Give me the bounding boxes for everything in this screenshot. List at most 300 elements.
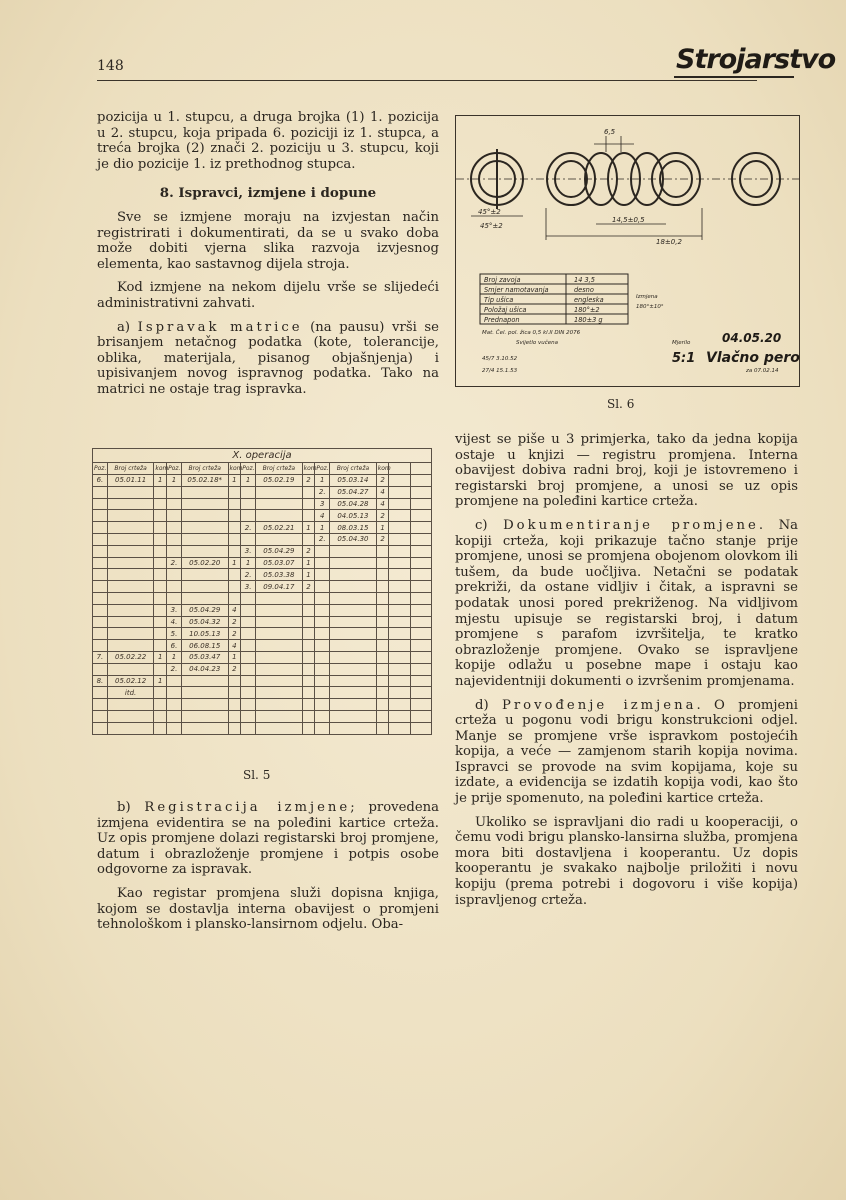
- table-cell: 4: [228, 604, 241, 616]
- table-cell: [241, 710, 256, 722]
- table-cell: [389, 628, 410, 640]
- table-cell: 05.02.18*: [181, 475, 228, 487]
- table-cell: 6.: [93, 475, 108, 487]
- spec-value: engleska: [574, 296, 604, 304]
- figure-5-caption: Sl. 5: [243, 768, 271, 782]
- table-cell: [302, 510, 315, 522]
- table-cell: [302, 663, 315, 675]
- table-cell: [241, 616, 256, 628]
- table-cell: [389, 604, 410, 616]
- col-header-quantity: kom: [228, 463, 241, 475]
- table-cell: [107, 722, 154, 734]
- dim-length: 18±0,2: [656, 238, 682, 246]
- table-cell: [228, 675, 241, 687]
- spec-label: Smjer namotavanja: [484, 286, 549, 294]
- table-cell: 1: [376, 522, 389, 534]
- table-row: [93, 569, 432, 581]
- table-cell: 1: [241, 475, 256, 487]
- table-row: [93, 592, 432, 604]
- table-cell: [389, 498, 410, 510]
- table-cell: [256, 616, 303, 628]
- table-cell: [167, 510, 182, 522]
- col-header-quantity: kom: [154, 463, 167, 475]
- table-cell: [228, 592, 241, 604]
- table-cell: 8.: [93, 675, 108, 687]
- table-cell: [330, 663, 377, 675]
- drawing-scale: 5:1: [672, 351, 696, 366]
- table-cell: [107, 604, 154, 616]
- table-cell: [330, 651, 377, 663]
- table-cell: [93, 498, 108, 510]
- scale-label: Mjerilo: [672, 340, 691, 346]
- table-cell: [154, 628, 167, 640]
- table-cell: [376, 604, 389, 616]
- table-cell: [315, 722, 330, 734]
- table-cell: 05.04.28: [330, 498, 377, 510]
- table-cell: [376, 710, 389, 722]
- table-cell: 4.: [167, 616, 182, 628]
- col-header-empty: [410, 463, 431, 475]
- table-cell: [410, 486, 431, 498]
- table-cell: [315, 581, 330, 593]
- table-cell: [410, 651, 431, 663]
- table-cell: [376, 699, 389, 711]
- table-cell: 1: [154, 675, 167, 687]
- table-cell: [410, 581, 431, 593]
- left-column-bottom: [97, 800, 439, 941]
- table-cell: 4: [228, 640, 241, 652]
- table-cell: [107, 616, 154, 628]
- table-cell: [330, 569, 377, 581]
- table-cell: 05.04.32: [181, 616, 228, 628]
- col-header-drawing: Broj crteža: [330, 463, 377, 475]
- table-cell: [410, 722, 431, 734]
- table-cell: [228, 533, 241, 545]
- table-cell: [228, 581, 241, 593]
- term-documenting: Dokumentiranje promjene: [503, 517, 759, 533]
- table-cell: [154, 545, 167, 557]
- table-cell: [181, 722, 228, 734]
- table-cell: [410, 475, 431, 487]
- table-row: [93, 616, 432, 628]
- table-cell: [241, 699, 256, 711]
- table-cell: [241, 604, 256, 616]
- table-cell: [228, 510, 241, 522]
- table-cell: 1: [315, 522, 330, 534]
- table-cell: 1: [228, 557, 241, 569]
- table-cell: [389, 569, 410, 581]
- table-cell: 4: [315, 510, 330, 522]
- table-cell: [315, 628, 330, 640]
- table-cell: [107, 628, 154, 640]
- table-cell: 1: [228, 475, 241, 487]
- table-cell: [241, 651, 256, 663]
- table-cell: [302, 687, 315, 699]
- table-cell: [410, 510, 431, 522]
- col-header-empty: [389, 463, 410, 475]
- table-cell: 05.04.29: [256, 545, 303, 557]
- table-cell: 1: [154, 475, 167, 487]
- col-header-quantity: kom: [302, 463, 315, 475]
- table-cell: [93, 687, 108, 699]
- table-cell: [107, 522, 154, 534]
- revision-mark-label: Izmjena: [636, 294, 658, 300]
- term-implementing: Provođenje izmjena: [501, 697, 697, 713]
- table-cell: [315, 651, 330, 663]
- table-cell: [93, 628, 108, 640]
- table-cell: [107, 545, 154, 557]
- spec-value: 14 3,5: [574, 276, 595, 284]
- col-header-position: Poz.: [241, 463, 256, 475]
- table-cell: [410, 628, 431, 640]
- table-cell: 2.: [241, 522, 256, 534]
- table-cell: 05.02.19: [256, 475, 303, 487]
- table-row: [93, 663, 432, 675]
- table-cell: 2: [228, 628, 241, 640]
- col-header-quantity: kom: [376, 463, 389, 475]
- table-row: [93, 628, 432, 640]
- table-cell: [241, 592, 256, 604]
- table-row: [93, 687, 432, 699]
- table-cell: [181, 510, 228, 522]
- table-cell: [389, 710, 410, 722]
- table-cell: [410, 569, 431, 581]
- paragraph-implementing: d) Provođenje izmjena. O promjeni crteža u pogonu vodi brigu konstrukcioni odjel. Manje se promjene vrše ispravkom postojećih kopija, a veće — zamjenom starih kopija novima. Ispravci se provode na svim kopijama, koje su izdate, a evidencija se izdatih kopija vodi, kao što je prije spomenuto, na poleđini kartice crteža.: [455, 697, 799, 807]
- table-cell: [241, 675, 256, 687]
- table-cell: [389, 699, 410, 711]
- drawing-date: 04.05.20: [722, 331, 782, 345]
- table-cell: [181, 581, 228, 593]
- table-row: [93, 475, 432, 487]
- table-cell: [376, 545, 389, 557]
- table-cell: [330, 640, 377, 652]
- table-cell: [376, 557, 389, 569]
- table-cell: [330, 592, 377, 604]
- table-cell: [93, 557, 108, 569]
- table-cell: [410, 545, 431, 557]
- table-cell: [241, 510, 256, 522]
- table-cell: [330, 616, 377, 628]
- table-cell: [167, 533, 182, 545]
- table-row: [93, 710, 432, 722]
- table-cell: [256, 592, 303, 604]
- table-cell: [410, 640, 431, 652]
- table-cell: [93, 699, 108, 711]
- table-cell: [93, 522, 108, 534]
- table-cell: 05.02.22: [107, 651, 154, 663]
- table-cell: 08.03.15: [330, 522, 377, 534]
- section-heading: 8. Ispravci, izmjene i dopune: [159, 185, 377, 202]
- table-cell: [167, 722, 182, 734]
- dim-wire: 6,5: [604, 128, 616, 136]
- paragraph-register: Kao registar promjena služi dopisna knjiga, kojom se dostavlja interna obavijest o promjeni tehnološkom i plansko-lansirnom odjelu. Oba-: [97, 885, 439, 933]
- table-cell: 4: [376, 486, 389, 498]
- revision-entry-2: 27/4 15.1.53: [482, 368, 518, 374]
- table-cell: [389, 616, 410, 628]
- table-cell: [154, 592, 167, 604]
- table-cell: [410, 592, 431, 604]
- left-column-top: [97, 110, 439, 406]
- table-row: [93, 604, 432, 616]
- table-cell: [315, 710, 330, 722]
- table-cell: [410, 675, 431, 687]
- table-cell: [181, 592, 228, 604]
- logo-underline: [674, 76, 794, 78]
- table-cell: 10.05.13: [181, 628, 228, 640]
- table-cell: [93, 722, 108, 734]
- table-row: [93, 522, 432, 534]
- table-cell: [376, 651, 389, 663]
- revision-mark-angle: 180°±10°: [636, 304, 664, 310]
- table-cell: 1: [302, 522, 315, 534]
- table-cell: [154, 581, 167, 593]
- table-cell: [389, 522, 410, 534]
- table-cell: [93, 533, 108, 545]
- table-cell: [315, 569, 330, 581]
- table-row: [93, 498, 432, 510]
- table-cell: 3.: [241, 545, 256, 557]
- drawing-name: Vlačno pero: [706, 350, 800, 366]
- intro-paragraph: pozicija u 1. stupcu, a druga brojka (1) 1. pozicija u 2. stupcu, koja pripada 6. poziciji iz 1. stupca, a treća brojka (2) znači 2. poziciju u 3. stupcu, koji je dio pozicije 1. iz prethodnog stupca.: [97, 110, 439, 172]
- table-cell: [107, 569, 154, 581]
- table-cell: [302, 628, 315, 640]
- paragraph-notice: vijest se piše u 3 primjerka, tako da jedna kopija ostaje u knjizi — registru promjena. Interna obavijest dobiva radni broj, koji je istovremeno i registarski broj promjene, a unosi se uz opis promjene na poleđini kartice crteža.: [455, 432, 798, 510]
- table-cell: [107, 592, 154, 604]
- table-cell: [154, 640, 167, 652]
- table-cell: [228, 569, 241, 581]
- table-cell: [154, 557, 167, 569]
- table-cell: 05.04.27: [330, 486, 377, 498]
- table-cell: [389, 675, 410, 687]
- table-cell: [256, 710, 303, 722]
- table-cell: [241, 687, 256, 699]
- table-cell: [315, 663, 330, 675]
- paragraph-cooperation: Ukoliko se ispravljani dio radi u kooperaciji, o čemu vodi brigu plansko-lansirna služba, promjena mora biti dostavljena i kooperantu. Uz dopis kooperantu je svakako najbolje priložiti i novu kopiju (prema potrebi i dogovoru i više kopija) ispravljenog crteža.: [455, 814, 798, 908]
- table-cell: [389, 545, 410, 557]
- table-cell: [228, 498, 241, 510]
- table-cell: [376, 628, 389, 640]
- table-cell: [228, 545, 241, 557]
- table-cell: [410, 498, 431, 510]
- table-cell: [154, 522, 167, 534]
- table-cell: [154, 616, 167, 628]
- table-cell: 2: [228, 663, 241, 675]
- table-cell: [181, 522, 228, 534]
- table-cell: [154, 699, 167, 711]
- table-cell: [256, 699, 303, 711]
- table-cell: [330, 581, 377, 593]
- table-cell: [181, 699, 228, 711]
- table-row: [93, 722, 432, 734]
- table-cell: 05.03.07: [256, 557, 303, 569]
- page-number: 148: [97, 58, 124, 74]
- table-cell: [389, 581, 410, 593]
- table-cell: [181, 498, 228, 510]
- revision-entry-1: 45/7 3.10.52: [482, 356, 518, 362]
- table-cell: [389, 687, 410, 699]
- table-cell: [93, 545, 108, 557]
- table-cell: itd.: [107, 687, 154, 699]
- spec-label: Prednapon: [484, 316, 520, 324]
- table-cell: [302, 604, 315, 616]
- table-cell: [302, 710, 315, 722]
- table-cell: [93, 581, 108, 593]
- table-cell: [256, 663, 303, 675]
- table-cell: 4: [376, 498, 389, 510]
- table-cell: [228, 522, 241, 534]
- table-cell: [410, 604, 431, 616]
- table-cell: 05.02.20: [181, 557, 228, 569]
- table-cell: 6.: [167, 640, 182, 652]
- table-cell: [315, 699, 330, 711]
- table-cell: 5.: [167, 628, 182, 640]
- table-cell: [256, 628, 303, 640]
- table-cell: [154, 710, 167, 722]
- table-cell: [389, 722, 410, 734]
- table-cell: [302, 498, 315, 510]
- table-cell: 2: [228, 616, 241, 628]
- dim-angle-1: 45°±2: [478, 208, 501, 216]
- table-cell: [154, 510, 167, 522]
- table-cell: [376, 569, 389, 581]
- table-cell: [228, 486, 241, 498]
- table-cell: [256, 533, 303, 545]
- table-cell: [376, 592, 389, 604]
- table-row: [93, 486, 432, 498]
- table-cell: 05.01.11: [107, 475, 154, 487]
- table-cell: [181, 687, 228, 699]
- table-cell: [167, 675, 182, 687]
- table-cell: [376, 722, 389, 734]
- col-header-drawing: Broj crteža: [181, 463, 228, 475]
- table-cell: [315, 616, 330, 628]
- table-cell: [228, 699, 241, 711]
- table-cell: [389, 510, 410, 522]
- table-cell: 1: [167, 475, 182, 487]
- table-row: [93, 510, 432, 522]
- table-cell: [410, 522, 431, 534]
- table-cell: 05.03.38: [256, 569, 303, 581]
- table-cell: [181, 710, 228, 722]
- table-cell: [376, 581, 389, 593]
- table-cell: [154, 687, 167, 699]
- table-cell: [241, 498, 256, 510]
- table-cell: [315, 640, 330, 652]
- table-cell: [93, 604, 108, 616]
- dim-body: 14,5±0,5: [612, 216, 645, 224]
- table-cell: [93, 640, 108, 652]
- table-row: [93, 675, 432, 687]
- table-cell: 05.03.14: [330, 475, 377, 487]
- table-cell: [389, 475, 410, 487]
- col-header-drawing: Broj crteža: [107, 463, 154, 475]
- table-cell: [167, 486, 182, 498]
- table-cell: 04.04.23: [181, 663, 228, 675]
- table-row: [93, 557, 432, 569]
- table-cell: 2.: [167, 557, 182, 569]
- table-cell: [330, 628, 377, 640]
- table-cell: [167, 710, 182, 722]
- figure-6-drawing: [455, 115, 800, 387]
- table-cell: [302, 533, 315, 545]
- table-cell: 7.: [93, 651, 108, 663]
- table-cell: [302, 616, 315, 628]
- table-cell: [154, 663, 167, 675]
- table-cell: [389, 533, 410, 545]
- table-cell: [107, 498, 154, 510]
- table-cell: [330, 604, 377, 616]
- table-cell: [107, 663, 154, 675]
- table-cell: [315, 675, 330, 687]
- spec-label: Broj zavoja: [484, 276, 521, 284]
- spec-label: Položaj ušica: [484, 306, 527, 314]
- table-cell: [389, 486, 410, 498]
- table-cell: 06.08.15: [181, 640, 228, 652]
- paragraph-documenting: c) Dokumentiranje promjene. Na kopiji crteža, koji prikazuje tačno stanje prije promjene, unosi se promjena obojenom olovkom ili tušem, da bude uočljiva. Netačni se podatak prekriži, da ostane vidljiv i čitak, a ispravni se podatak unosi pored prekriženog. Na vidljivom mjestu upisuje se registarski broj, i datum promjene s parafom izvršitelja, te kratko obrazloženje promjene. Ovako se ispravljene kopije odlažu u posebne mape i ostaju kao najevidentniji dokumenti o izvršenim promjenama.: [455, 517, 798, 689]
- table-cell: [410, 557, 431, 569]
- table-cell: [241, 533, 256, 545]
- table-cell: [93, 616, 108, 628]
- col-header-position: Poz.: [93, 463, 108, 475]
- table-cell: 04.05.13: [330, 510, 377, 522]
- table-cell: [93, 663, 108, 675]
- table-cell: 2: [302, 581, 315, 593]
- operation-title: X. operacija: [93, 449, 432, 463]
- table-cell: [410, 533, 431, 545]
- table-cell: [107, 533, 154, 545]
- table-cell: [256, 722, 303, 734]
- revision-date: za 07.02.14: [746, 368, 779, 374]
- table-cell: 1: [302, 569, 315, 581]
- table-cell: 1: [154, 651, 167, 663]
- table-cell: 1: [228, 651, 241, 663]
- table-cell: 05.03.47: [181, 651, 228, 663]
- table-cell: [181, 545, 228, 557]
- table-row: [93, 533, 432, 545]
- material-finish: Svijetlo vučena: [516, 340, 558, 346]
- table-cell: [330, 545, 377, 557]
- table-cell: [256, 687, 303, 699]
- table-cell: 3.: [241, 581, 256, 593]
- table-cell: [330, 699, 377, 711]
- table-cell: [389, 640, 410, 652]
- table-cell: 2: [302, 475, 315, 487]
- table-cell: [167, 687, 182, 699]
- term-registration: Registracija izmjene: [144, 800, 351, 815]
- term-matrix: Ispravak matrice: [137, 319, 303, 335]
- table-cell: 2.: [315, 486, 330, 498]
- table-cell: [302, 722, 315, 734]
- table-cell: [330, 722, 377, 734]
- spec-label: Tip ušica: [484, 296, 514, 304]
- table-cell: [410, 699, 431, 711]
- table-cell: [107, 640, 154, 652]
- table-cell: 2: [376, 533, 389, 545]
- table-row: [93, 699, 432, 711]
- table-cell: [93, 710, 108, 722]
- table-cell: [376, 616, 389, 628]
- table-cell: 05.02.21: [256, 522, 303, 534]
- header-rule: [97, 80, 757, 81]
- table-cell: [256, 510, 303, 522]
- table-cell: [107, 710, 154, 722]
- table-cell: [93, 510, 108, 522]
- right-column: [455, 432, 798, 916]
- table-cell: 05.04.30: [330, 533, 377, 545]
- table-cell: [167, 498, 182, 510]
- journal-logo: Strojarstvo: [676, 44, 836, 75]
- table-cell: [256, 486, 303, 498]
